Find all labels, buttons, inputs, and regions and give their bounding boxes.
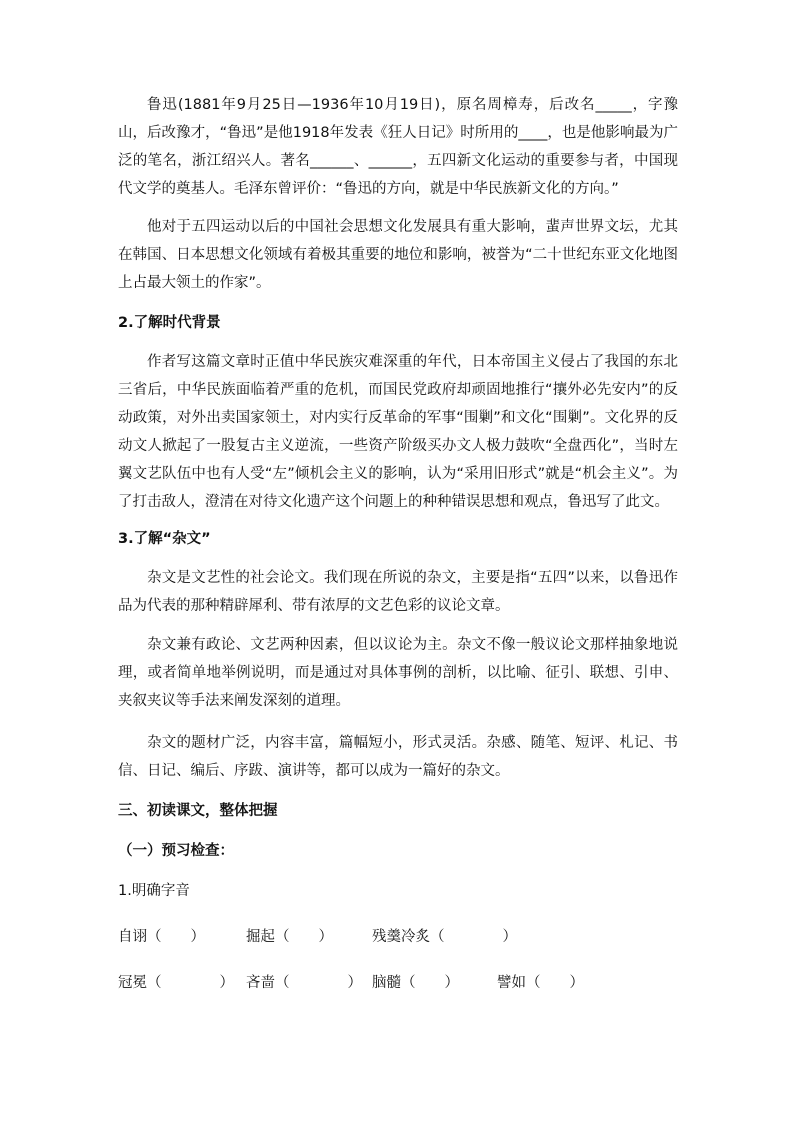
pinyin-item-naosui: 脑髓（ ） [372, 975, 459, 991]
zawen-paragraph-2: 杂文兼有政论、文艺两种因素，但以议论为主。杂文不像一般议论文那样抽象地说理，或者简单地举例说明，而是通过对具体事例的剖析，以比喻、征引、联想、引申、夹叙夹议等手法来阐发深刻的道理。 [118, 637, 678, 709]
zawen-paragraph-1: 杂文是文艺性的社会论文。我们现在所说的杂文，主要是指“五四”以来，以鲁迅作品为代表的那种精辟犀利、带有浓厚的文艺色彩的议论文章。 [118, 570, 678, 614]
section-2-heading: 2.了解时代背景 [118, 315, 221, 331]
preview-check-heading: （一）预习检查： [118, 843, 234, 859]
zawen-paragraph-3: 杂文的题材广泛，内容丰富，篇幅短小，形式灵活。杂感、随笔、短评、札记、书信、日记、编后、序跋、演讲等，都可以成为一篇好的杂文。 [118, 735, 678, 779]
pinyin-item-jueqi: 掘起（ ） [246, 929, 333, 945]
pronunciation-label: 1.明确字音 [118, 883, 190, 899]
part-3-heading: 三、初读课文，整体把握 [118, 803, 278, 819]
section-3-heading: 3.了解“杂文” [118, 531, 211, 547]
pinyin-item-piru: 譬如（ ） [497, 975, 584, 991]
pinyin-item-guanmian: 冠冕（ ） [118, 975, 234, 991]
pinyin-item-zixu: 自诩（ ） [118, 929, 205, 945]
intro-paragraph-1: 鲁迅(1881年9月25日—1936年10月19日)，原名周樟寿，后改名_____，字豫山，后改豫才，“鲁迅”是他1918年发表《狂人日记》时所用的____，也是他影响最为广泛的笔名，浙江绍兴人。著名______、______，五四新文化运动的重要参与者，中国现代文学的奠基人。毛泽东曾评价：“鲁迅的方向，就是中华民族新文化的方向。” [118, 97, 678, 197]
pinyin-item-cangenglengzhi: 残羹冷炙（ ） [372, 929, 517, 945]
intro-paragraph-2: 他对于五四运动以后的中国社会思想文化发展具有重大影响，蜚声世界文坛，尤其在韩国、日本思想文化领域有着极其重要的地位和影响，被誉为“二十世纪东亚文化地图上占最大领土的作家”。 [118, 219, 678, 291]
background-paragraph: 作者写这篇文章时正值中华民族灾难深重的年代，日本帝国主义侵占了我国的东北三省后，中华民族面临着严重的危机，而国民党政府却顽固地推行“攘外必先安内”的反动政策，对外出卖国家领土，对内实行反革命的军事“围剿”和文化“围剿”。文化界的反动文人掀起了一股复古主义逆流，一些资产阶级买办文人极力鼓吹“全盘西化”，当时左翼文艺队伍中也有人受“左”倾机会主义的影响，认为“采用旧形式”就是“机会主义”。为了打击敌人，澄清在对待文化遗产这个问题上的种种错误思想和观点，鲁迅写了此文。 [118, 354, 678, 510]
pinyin-item-linse: 吝啬（ ） [246, 975, 362, 991]
